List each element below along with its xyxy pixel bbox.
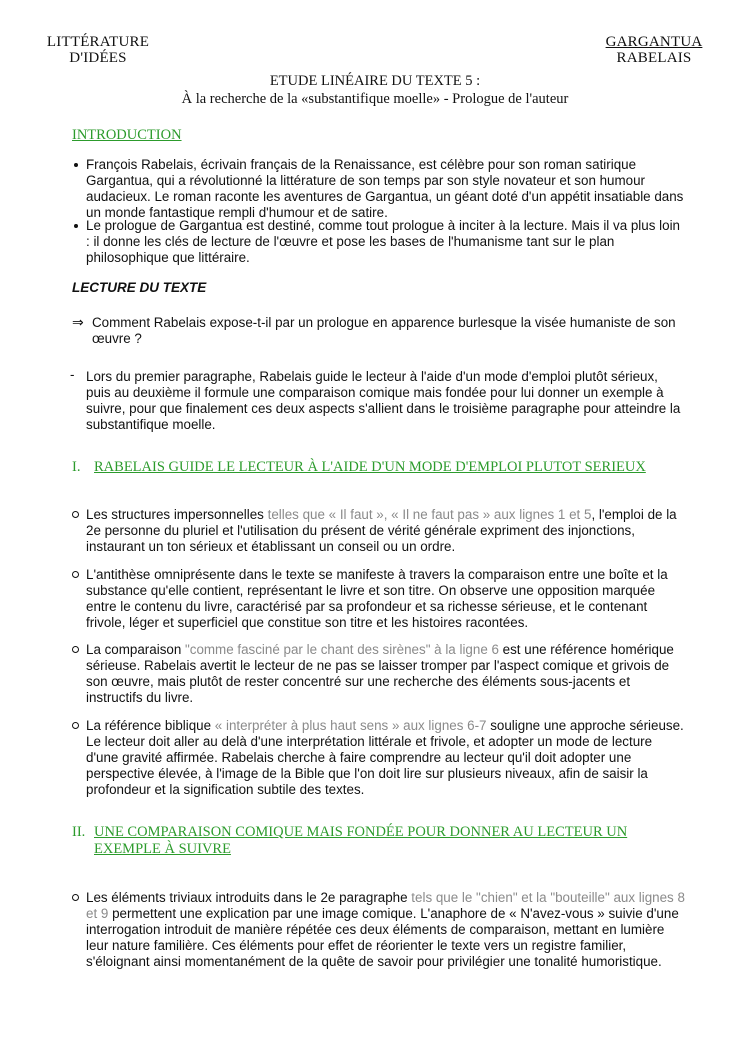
section1-point-4: La référence biblique « interpréter à plus haut sens » aux lignes 6-7 souligne une approche sérieuse. Le lecteur doit aller au delà d'une interprétation littérale et frivole, et adopter un mode de lecture d'une gravité affirmée. Rabelais cherche à faire comprendre au lecteur qu'il doit adopter une perspective élevée, à l'image de la Bible que l'on doit lire sur plusieurs niveaux, afin de saisir la profondeur et la signification subtile des textes. xyxy=(86,718,686,798)
section2-heading xyxy=(72,824,692,858)
section2-number: II. xyxy=(72,824,86,840)
introduction-heading: INTRODUCTION xyxy=(72,127,182,143)
intro-bullet-2: Le prologue de Gargantua est destiné, comme tout prologue à inciter à la lecture. Mais il va plus loin : il donne les clés de lecture de l'œuvre et pose les bases de l'humanisme tant sur le plan philosophique que littéraire. xyxy=(86,218,686,266)
section2-title-line2: EXEMPLE À SUIVRE xyxy=(94,841,231,857)
section2-title-line1: UNE COMPARAISON COMIQUE MAIS FONDÉE POUR DONNER AU LECTEUR UN xyxy=(94,824,628,840)
section2-point-1: Les éléments triviaux introduits dans le 2e paragraphe tels que le "chien" et la "bouteille" aux lignes 8 et 9 permettent une explication par une image comique. L'anaphore de « N'avez-vous » suivie d'une interrogation introduit de manière répétée ces deux éléments de comparaison, mettant en lumière leur nature familière. Ces éléments pour effet de réorienter le texte vers un registre familier, s'éloignant ainsi momentanément de la quête de savoir pour privilégier une tonalité humoristique. xyxy=(86,890,685,969)
section1-title: RABELAIS GUIDE LE LECTEUR À L'AIDE D'UN MODE D'EMPLOI PLUTOT SERIEUX xyxy=(94,459,646,475)
title-line1: ETUDE LINÉAIRE DU TEXTE 5 : xyxy=(269,73,481,89)
lecture-heading: LECTURE DU TEXTE xyxy=(72,280,207,295)
section1-point-3: La comparaison "comme fasciné par le chant des sirènes" à la ligne 6 est une référence homérique sérieuse. Rabelais avertit le lecteur de ne pas se laisser tromper par l'aspect comique et grivois de son œuvre, mais plutôt de rester concentré sur une recherche des éléments sous-jacents et instructifs du livre. xyxy=(86,642,686,706)
header-subject: LITTÉRATURE xyxy=(46,34,150,50)
title-line2: À la recherche de la «substantifique moelle» - Prologue de l'auteur xyxy=(181,91,569,107)
header-author: RABELAIS xyxy=(616,50,692,66)
section1-point-2: L'antithèse omniprésente dans le texte se manifeste à travers la comparaison entre une boîte et la substance qu'elle contient, représentant le livre et son titre. On observe une opposition marquée entre le contenu du livre, caractérisé par sa profondeur et sa richesse sérieuse, et le contenant frivole, léger et superficiel que constitue son titre et les histoires racontées. xyxy=(86,567,686,631)
section1-number: I. xyxy=(72,459,81,475)
section1-point-1: Les structures impersonnelles telles que « Il faut », « Il ne faut pas » aux lignes 1 et 5, l'emploi de la 2e personne du pluriel et l'utilisation du présent de vérité générale expriment des injonctions, instaurant un ton sérieux et établissant un conseil ou un ordre. xyxy=(86,507,686,555)
header-left xyxy=(36,34,160,66)
document-title xyxy=(0,72,750,108)
problematique: Comment Rabelais expose-t-il par un prologue en apparence burlesque la visée humaniste de son œuvre ? xyxy=(92,315,676,346)
header-right xyxy=(593,34,715,66)
plan-paragraph: - Lors du premier paragraphe, Rabelais guide le lecteur à l'aide d'un mode d'emploi plutôt sérieux, puis au deuxième il formule une comparaison comique mais fondée pour lui donner un exemple à suivre, pour que finalement ces deux aspects s'allient dans le troisième paragraphe pour atteindre la substantifique moelle. xyxy=(86,369,686,433)
intro-bullet-1: François Rabelais, écrivain français de la Renaissance, est célèbre pour son roman satirique Gargantua, qui a révolutionné la littérature de son temps par son style novateur et son humour audacieux. Le roman raconte les aventures de Gargantua, un géant doté d'un appétit insatiable dans un monde fantastique rempli d'humour et de satire. xyxy=(86,157,686,221)
header-work-title: GARGANTUA xyxy=(605,34,703,50)
header-category: D'IDÉES xyxy=(69,50,127,66)
arrow-icon: ⇒ xyxy=(72,314,84,330)
